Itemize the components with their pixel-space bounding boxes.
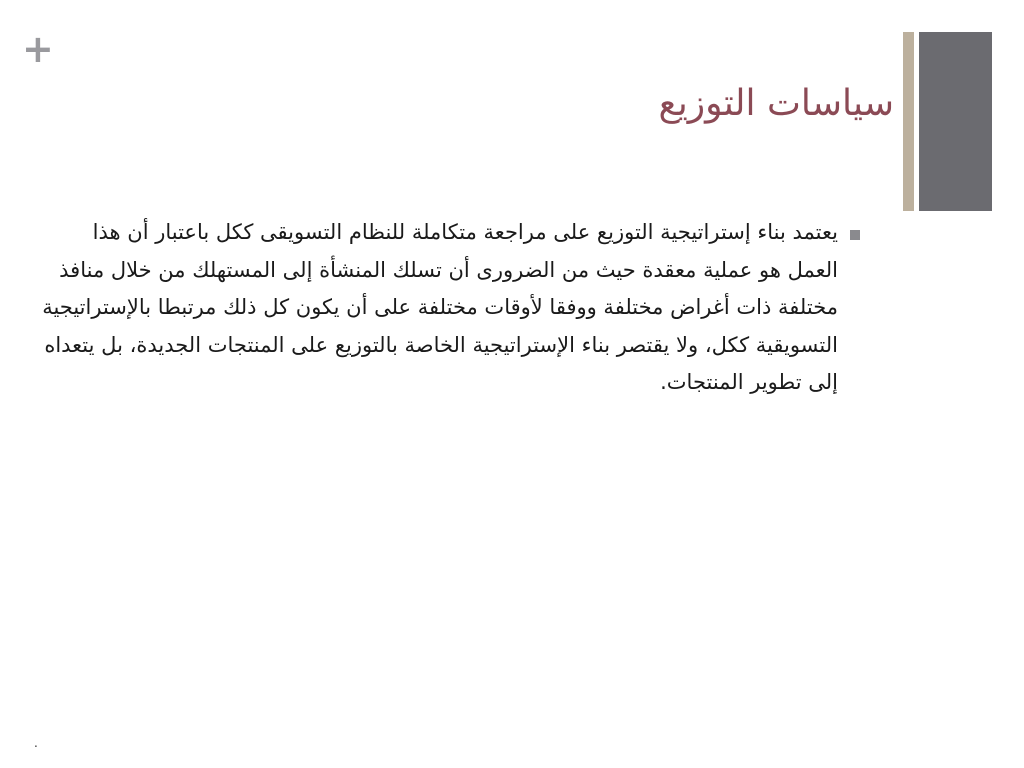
bullet-item <box>40 214 860 402</box>
plus-icon: + <box>22 27 54 71</box>
accent-bar-thick <box>919 32 992 211</box>
footer-mark: . <box>34 736 38 750</box>
bullet-text: يعتمد بناء إستراتيجية التوزيع على مراجعة متكاملة للنظام التسويقى ككل باعتبار أن هذا العمل هو عملية معقدة حيث من الضرورى أن تسلك المنشأة إلى المستهلك من خلال منافذ مختلفة ذات أغراض مختلفة ووفقا لأوقات مختلفة على أن يكون كل ذلك مرتبطا بالإستراتيجية التسويقية ككل، ولا يقتصر بناء الإستراتيجية الخاصة بالتوزيع على المنتجات الجديدة، بل يتعداه إلى تطوير المنتجات. <box>42 220 838 394</box>
square-bullet-icon <box>850 230 860 240</box>
content-body <box>40 214 860 402</box>
slide-title: سياسات التوزيع <box>658 83 894 124</box>
accent-bar-thin <box>903 32 914 211</box>
